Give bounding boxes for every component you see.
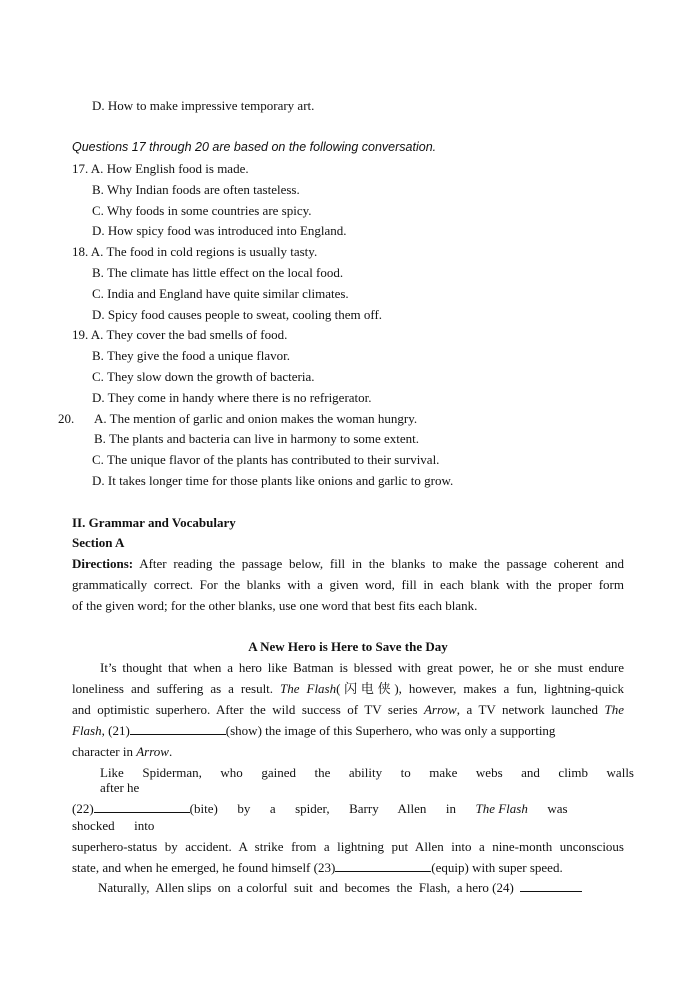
question-18-option-a xyxy=(72,244,317,260)
option-letter: A. xyxy=(90,161,104,176)
option-letter: B. xyxy=(92,348,104,363)
option-text: Spicy food causes people to sweat, cooling them off. xyxy=(107,307,383,322)
question-20-option-a xyxy=(94,411,417,427)
question-number: 19. xyxy=(72,327,89,342)
question-19-option-d xyxy=(92,390,372,406)
blank-21[interactable] xyxy=(130,723,226,735)
directions-line-2: grammatically correct. For the blanks with a given word, fill in each blank with the proper form xyxy=(72,577,624,592)
option-text: The climate has little effect on the local food. xyxy=(106,265,344,280)
option-letter: C. xyxy=(92,452,104,467)
italic-title: The Flash xyxy=(475,801,528,816)
directions-label: Directions: xyxy=(72,556,134,571)
option-letter: C. xyxy=(92,286,104,301)
passage-title: A New Hero is Here to Save the Day xyxy=(248,639,448,654)
passage-p2-line-5: superhero-status by accident. A strike from a lightning put Allen into a nine-month unconscious xyxy=(72,839,624,854)
blank-24[interactable] xyxy=(520,880,582,892)
option-letter: D. xyxy=(92,473,105,488)
option-text: How spicy food was introduced into England. xyxy=(107,223,347,238)
question-20-option-d xyxy=(92,473,453,489)
passage-p1-line-1: It’s thought that when a hero like Batman is blessed with great power, he or she must endure xyxy=(100,660,624,675)
question-17-option-c xyxy=(92,203,312,219)
passage-p2-line-3 xyxy=(72,801,592,817)
question-20-option-c xyxy=(92,452,439,468)
option-text: They give the food a unique flavor. xyxy=(106,348,290,363)
italic-title: Arrow xyxy=(136,744,169,759)
option-16-d xyxy=(92,98,314,114)
option-letter: A. xyxy=(90,244,104,259)
passage-p2-line-1: Like Spiderman, who gained the ability to make webs and climb walls xyxy=(100,765,634,780)
question-17-option-b xyxy=(92,182,300,198)
text-run: state, and when he emerged, he found himself (23) xyxy=(72,860,336,875)
option-letter: B. xyxy=(92,265,104,280)
section-subheading: Section A xyxy=(72,535,125,550)
text-run: Naturally, Allen slips on a colorful suit and becomes the Flash, a hero (24) xyxy=(98,880,514,895)
option-letter: B. xyxy=(92,182,104,197)
question-17-option-d xyxy=(92,223,347,239)
option-text: India and England have quite similar climates. xyxy=(107,286,349,301)
directions-line-1 xyxy=(72,556,624,572)
question-17-option-a xyxy=(72,161,249,177)
passage-p1-line-3 xyxy=(72,702,624,718)
passage-p1-line-4 xyxy=(72,723,624,739)
blank-23[interactable] xyxy=(335,860,431,872)
option-letter: D. xyxy=(92,98,105,113)
blank-22[interactable] xyxy=(94,801,190,813)
text-run: (bite) by a spider, Barry Allen in xyxy=(189,801,476,816)
question-19-option-a xyxy=(72,327,287,343)
option-text: The unique flavor of the plants has contributed to their survival. xyxy=(106,452,440,467)
text-run: (闪电侠), however, makes a fun, lightning-quick xyxy=(336,681,624,696)
question-20-number: 20. xyxy=(58,411,75,426)
text-run: (22) xyxy=(72,801,94,816)
passage-p2-line-4: shocked into xyxy=(72,818,155,833)
text-run: . xyxy=(168,744,173,759)
option-text: They come in handy where there is no refrigerator. xyxy=(107,390,372,405)
text-run: (equip) with super speed. xyxy=(431,860,563,875)
option-letter: C. xyxy=(92,369,104,384)
option-text: They slow down the growth of bacteria. xyxy=(106,369,315,384)
option-text: The mention of garlic and onion makes the woman hungry. xyxy=(109,411,418,426)
option-text: How to make impressive temporary art. xyxy=(107,98,315,113)
text-run: loneliness and suffering as a result. xyxy=(72,681,281,696)
option-letter: A. xyxy=(90,327,104,342)
question-18-option-b xyxy=(92,265,343,281)
text-run: character in xyxy=(72,744,137,759)
option-text: The plants and bacteria can live in harmony to some extent. xyxy=(108,431,420,446)
option-letter: D. xyxy=(92,390,105,405)
directions-line-3: of the given word; for the other blanks, use one word that best fits each blank. xyxy=(72,598,478,613)
question-number: 18. xyxy=(72,244,89,259)
italic-title: Flash xyxy=(72,723,102,738)
question-number: 17. xyxy=(72,161,89,176)
option-text: The food in cold regions is usually tasty. xyxy=(106,244,318,259)
question-20-option-b xyxy=(94,431,419,447)
passage-p1-line-2 xyxy=(72,681,624,697)
conversation-intro: Questions 17 through 20 are based on the following conversation. xyxy=(72,140,437,154)
italic-title: The Flash xyxy=(280,681,337,696)
passage-p2-line-6 xyxy=(72,860,563,876)
passage-p1-line-5 xyxy=(72,744,172,760)
option-text: It takes longer time for those plants like onions and garlic to grow. xyxy=(107,473,454,488)
text-run: and optimistic superhero. After the wild success of TV series xyxy=(72,702,424,717)
option-text: How English food is made. xyxy=(106,161,249,176)
passage-p2-line-2: after he xyxy=(100,780,140,795)
passage-p3-line-1 xyxy=(98,880,582,896)
option-letter: D. xyxy=(92,307,105,322)
question-18-option-d xyxy=(92,307,382,323)
question-19-option-b xyxy=(92,348,290,364)
directions-text: After reading the passage below, fill in the blanks to make the passage coherent and xyxy=(139,556,624,571)
italic-title: Arrow xyxy=(423,702,457,717)
text-run: was xyxy=(527,801,568,816)
option-letter: C. xyxy=(92,203,104,218)
question-19-option-c xyxy=(92,369,315,385)
text-run: , a TV network launched xyxy=(456,702,605,717)
option-letter: A. xyxy=(94,411,107,426)
text-run: (show) the image of this Superhero, who was only a supporting xyxy=(225,723,556,738)
question-18-option-c xyxy=(92,286,349,302)
text-run: , (21) xyxy=(101,723,130,738)
option-text: Why Indian foods are often tasteless. xyxy=(106,182,300,197)
section-heading: II. Grammar and Vocabulary xyxy=(72,515,236,530)
option-text: They cover the bad smells of food. xyxy=(106,327,288,342)
italic-title: The xyxy=(604,702,624,717)
option-letter: B. xyxy=(94,431,106,446)
option-text: Why foods in some countries are spicy. xyxy=(106,203,312,218)
option-letter: D. xyxy=(92,223,105,238)
